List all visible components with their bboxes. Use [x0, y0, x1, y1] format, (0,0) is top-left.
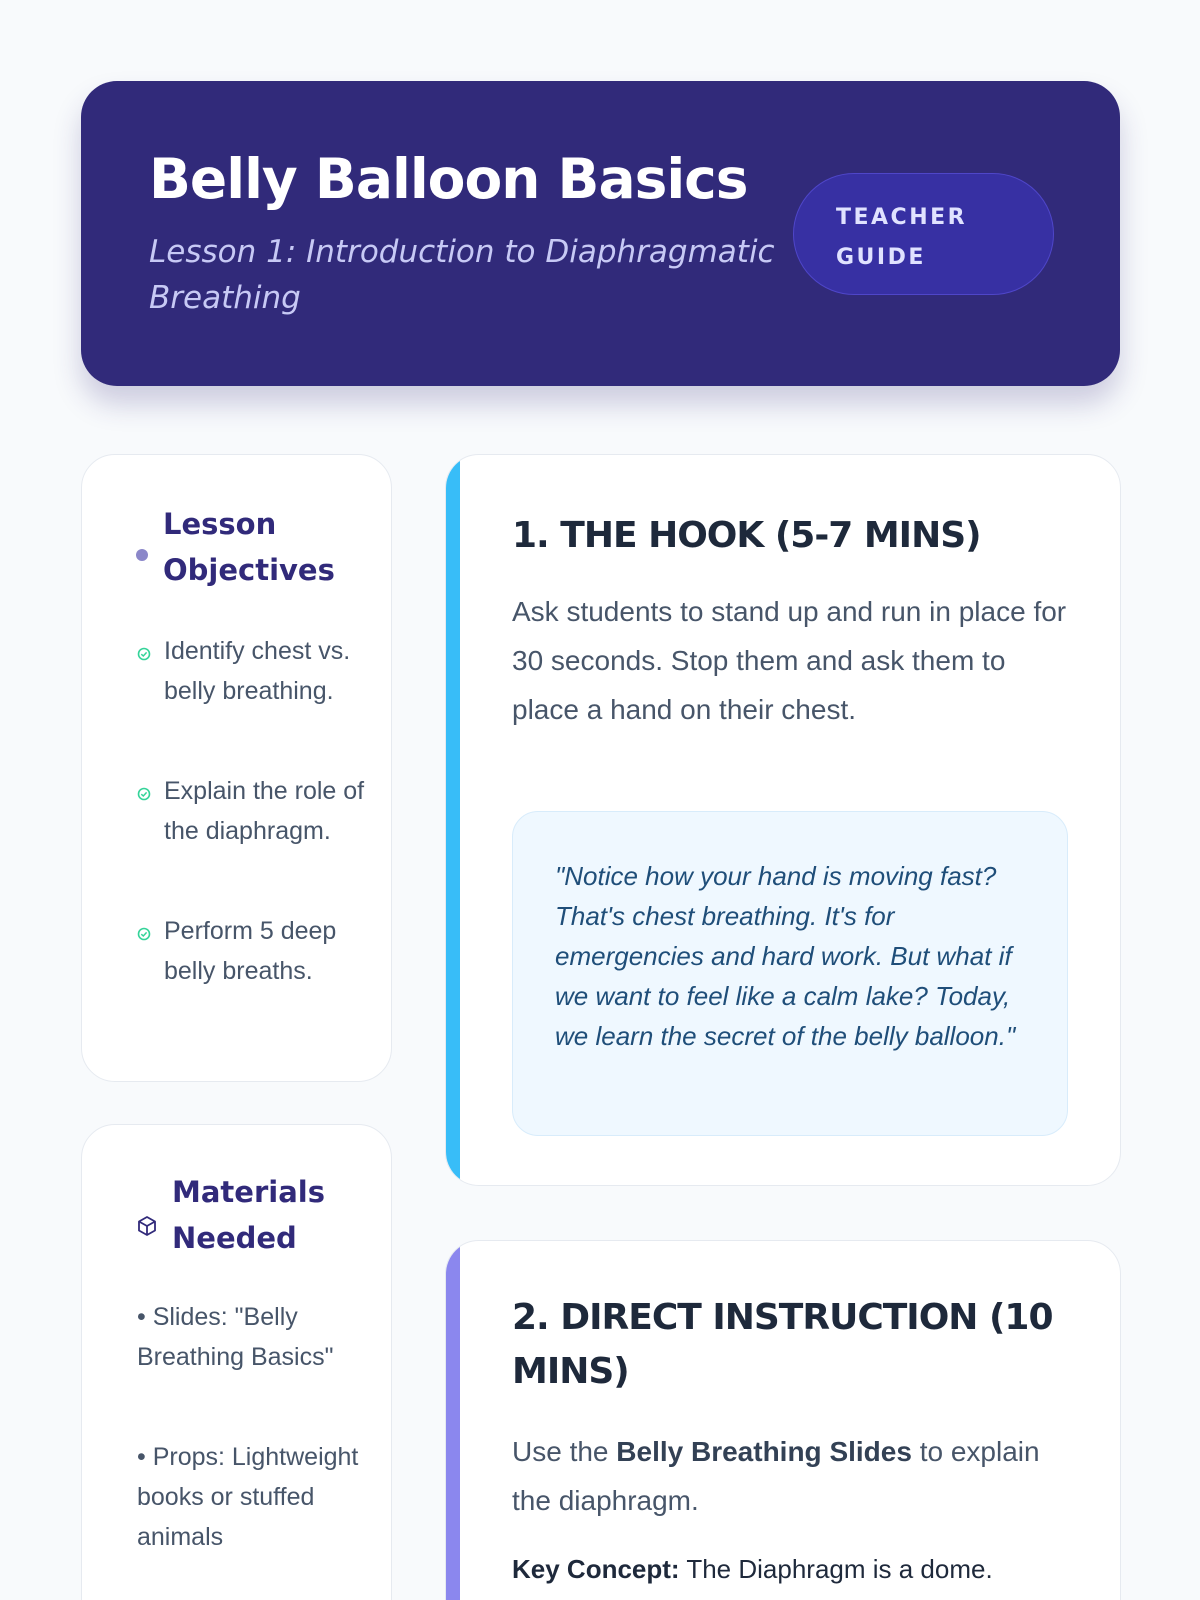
direct-instruction-card [445, 1240, 1121, 1600]
objectives-card [81, 454, 392, 1082]
objective-text: Identify chest vs. belly breathing. [164, 637, 351, 705]
objective-text: Perform 5 deep belly breaths. [164, 917, 337, 985]
section-accent-bar [446, 1241, 460, 1600]
body-text-pre: Use the [512, 1436, 617, 1467]
teacher-quote: "Notice how your hand is moving fast? That's chest breathing. It's for emergencies and hard work. But what if we want to feel like a calm lake? Today, we learn the secret of the belly balloon." [555, 861, 1016, 1051]
badge-line-2: GUIDE [836, 245, 926, 270]
hook-section-card [445, 454, 1121, 1186]
material-item: • Slides: "Belly Breathing Basics" [137, 1303, 334, 1371]
section-body [512, 1427, 1072, 1525]
materials-card [81, 1124, 392, 1600]
check-circle-icon [137, 647, 151, 661]
objectives-title-line-2: Objectives [163, 553, 335, 587]
teacher-guide-badge [793, 173, 1054, 295]
section-title: 2. DIRECT INSTRUCTION (10 MINS) [512, 1297, 1053, 1392]
teacher-quote-box [512, 811, 1068, 1136]
badge-line-1: TEACHER [836, 205, 968, 230]
section-body: Ask students to stand up and run in place for 30 seconds. Stop them and ask them to place a hand on their chest. [512, 596, 1067, 725]
slides-name: Belly Breathing Slides [616, 1436, 912, 1467]
dot-icon [135, 548, 149, 562]
objectives-title-line-1: Lesson [163, 507, 277, 541]
check-circle-icon [137, 787, 151, 801]
objective-text: Explain the role of the diaphragm. [164, 777, 365, 845]
material-item: • Props: Lightweight books or stuffed animals [137, 1443, 359, 1551]
section-title: 1. THE HOOK (5-7 MINS) [512, 515, 981, 556]
lesson-subtitle: Lesson 1: Introduction to Diaphragmatic Breathing [149, 234, 775, 316]
key-concept-label: Key Concept: [512, 1554, 680, 1584]
page-title: Belly Balloon Basics [149, 147, 748, 211]
body-text-post: to explain the diaphragm. [512, 1436, 1040, 1516]
key-concept [512, 1549, 1072, 1589]
materials-title-line-1: Materials [172, 1175, 325, 1209]
check-circle-icon [137, 927, 151, 941]
materials-title-line-2: Needed [172, 1221, 297, 1255]
key-concept-text: The Diaphragm is a dome. [679, 1554, 993, 1584]
section-accent-bar [446, 455, 460, 1185]
lesson-header [81, 81, 1120, 386]
materials-title [172, 1169, 372, 1261]
cube-icon [136, 1215, 158, 1237]
objectives-title [163, 501, 373, 593]
